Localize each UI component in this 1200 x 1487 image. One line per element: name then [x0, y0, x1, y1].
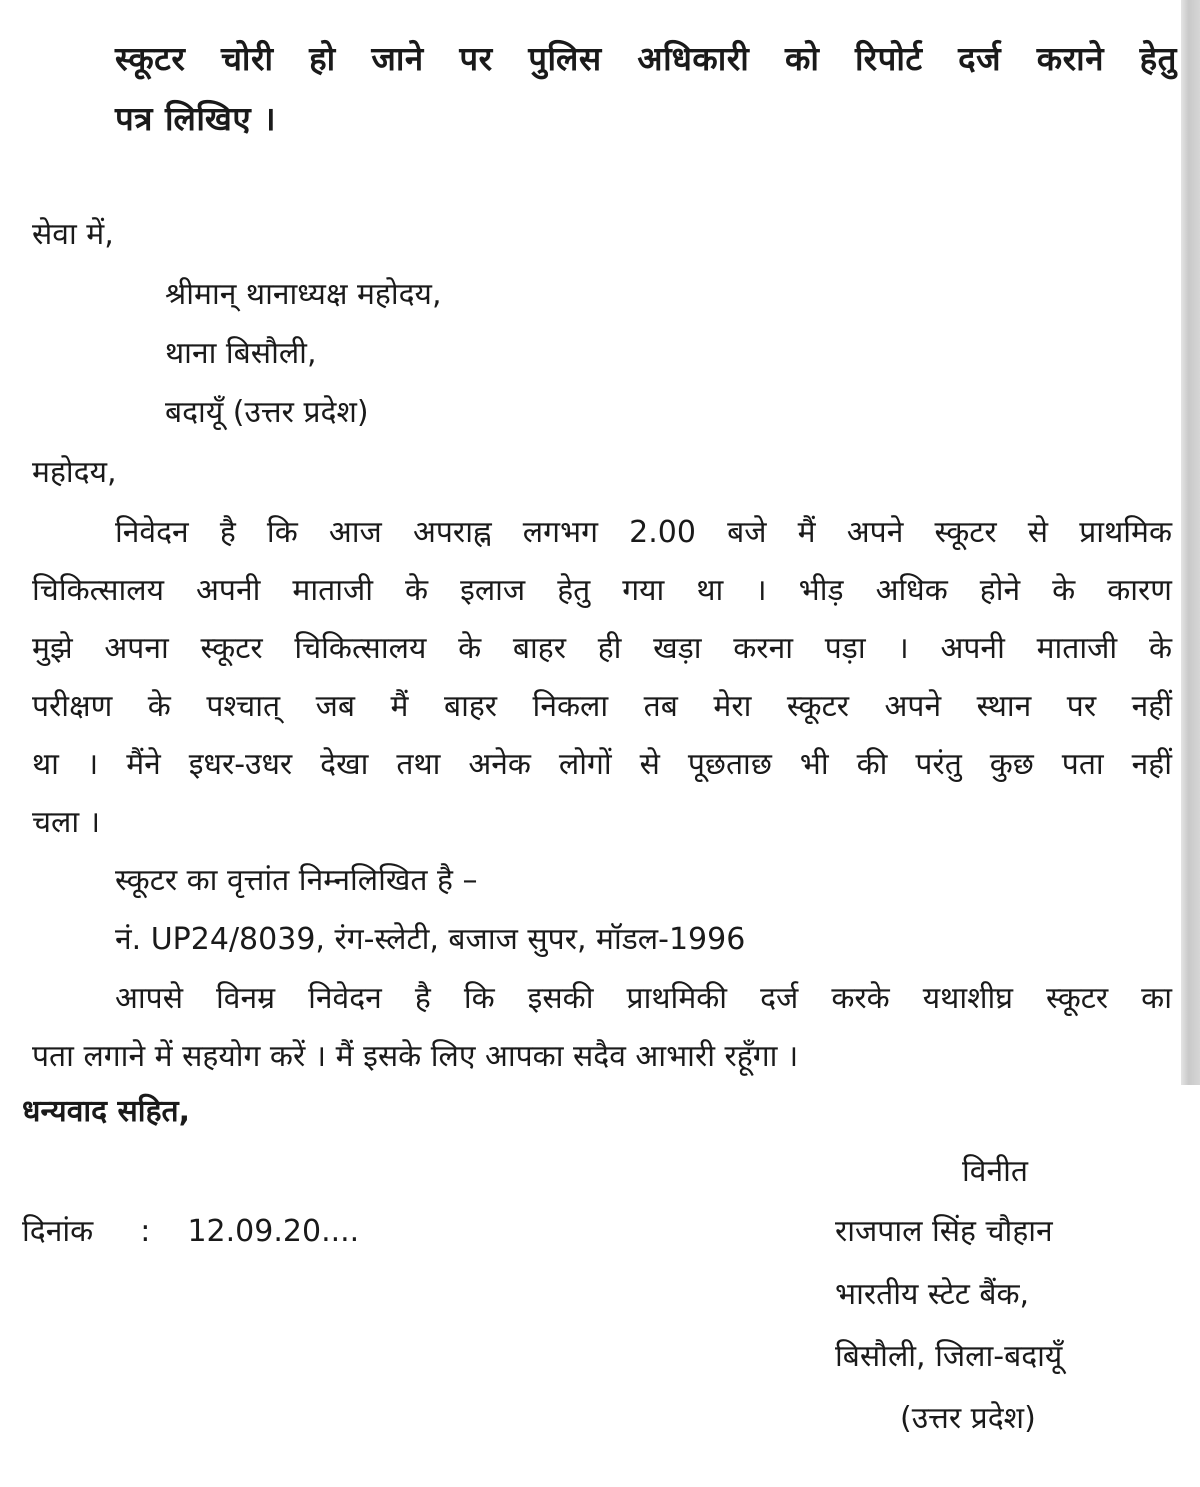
address-line-1: श्रीमान् थानाध्यक्ष महोदय,: [165, 277, 442, 312]
signature-line-1: भारतीय स्टेट बैंक,: [835, 1277, 1030, 1312]
body-line-6: चला ।: [32, 805, 101, 840]
body-line-1: निवेदन है कि आज अपराह्न लगभग 2.00 बजे मैं अपने स्कूटर से प्राथमिक: [115, 515, 1172, 550]
body-line-3: मुझे अपना स्कूटर चिकित्सालय के बाहर ही खड़ा करना पड़ा । अपनी माताजी के: [32, 631, 1172, 666]
request-line-2: पता लगाने में सहयोग करें । मैं इसके लिए आपका सदैव आभारी रहूँगा ।: [32, 1039, 799, 1074]
salutation-to: सेवा में,: [32, 217, 114, 252]
question-line-1: स्कूटर चोरी हो जाने पर पुलिस अधिकारी को रिपोर्ट दर्ज कराने हेतु: [115, 39, 1177, 78]
signature-line-3: (उत्तर प्रदेश): [900, 1401, 1036, 1436]
body-line-2: चिकित्सालय अपनी माताजी के इलाज हेतु गया था । भीड़ अधिक होने के कारण: [32, 573, 1172, 608]
scan-edge-shadow: [1181, 0, 1200, 1085]
question-line-2: पत्र लिखिए ।: [115, 99, 277, 138]
date-row: [22, 1215, 359, 1250]
signature-name: राजपाल सिंह चौहान: [835, 1214, 1053, 1249]
details-heading: स्कूटर का वृत्तांत निम्नलिखित है –: [115, 863, 478, 898]
scooter-details: नं. UP24/8039, रंग-स्लेटी, बजाज सुपर, मॉडल-1996: [115, 922, 746, 957]
signature-vinit: विनीत: [962, 1154, 1028, 1189]
body-line-4: परीक्षण के पश्चात् जब मैं बाहर निकला तब मेरा स्कूटर अपने स्थान पर नहीं: [32, 689, 1172, 724]
greeting: महोदय,: [32, 455, 117, 490]
address-line-2: थाना बिसौली,: [165, 336, 317, 371]
date-label: दिनांक: [22, 1214, 94, 1249]
body-line-5: था । मैंने इधर-उधर देखा तथा अनेक लोगों से पूछताछ भी की परंतु कुछ पता नहीं: [32, 747, 1172, 782]
closing: धन्यवाद सहित,: [22, 1094, 191, 1129]
date-value: 12.09.20....: [187, 1214, 360, 1249]
request-line-1: आपसे विनम्र निवेदन है कि इसकी प्राथमिकी दर्ज करके यथाशीघ्र स्कूटर का: [115, 981, 1172, 1016]
date-separator: :: [140, 1214, 151, 1249]
signature-line-2: बिसौली, जिला-बदायूँ: [835, 1339, 1063, 1374]
address-line-3: बदायूँ (उत्तर प्रदेश): [165, 395, 369, 430]
